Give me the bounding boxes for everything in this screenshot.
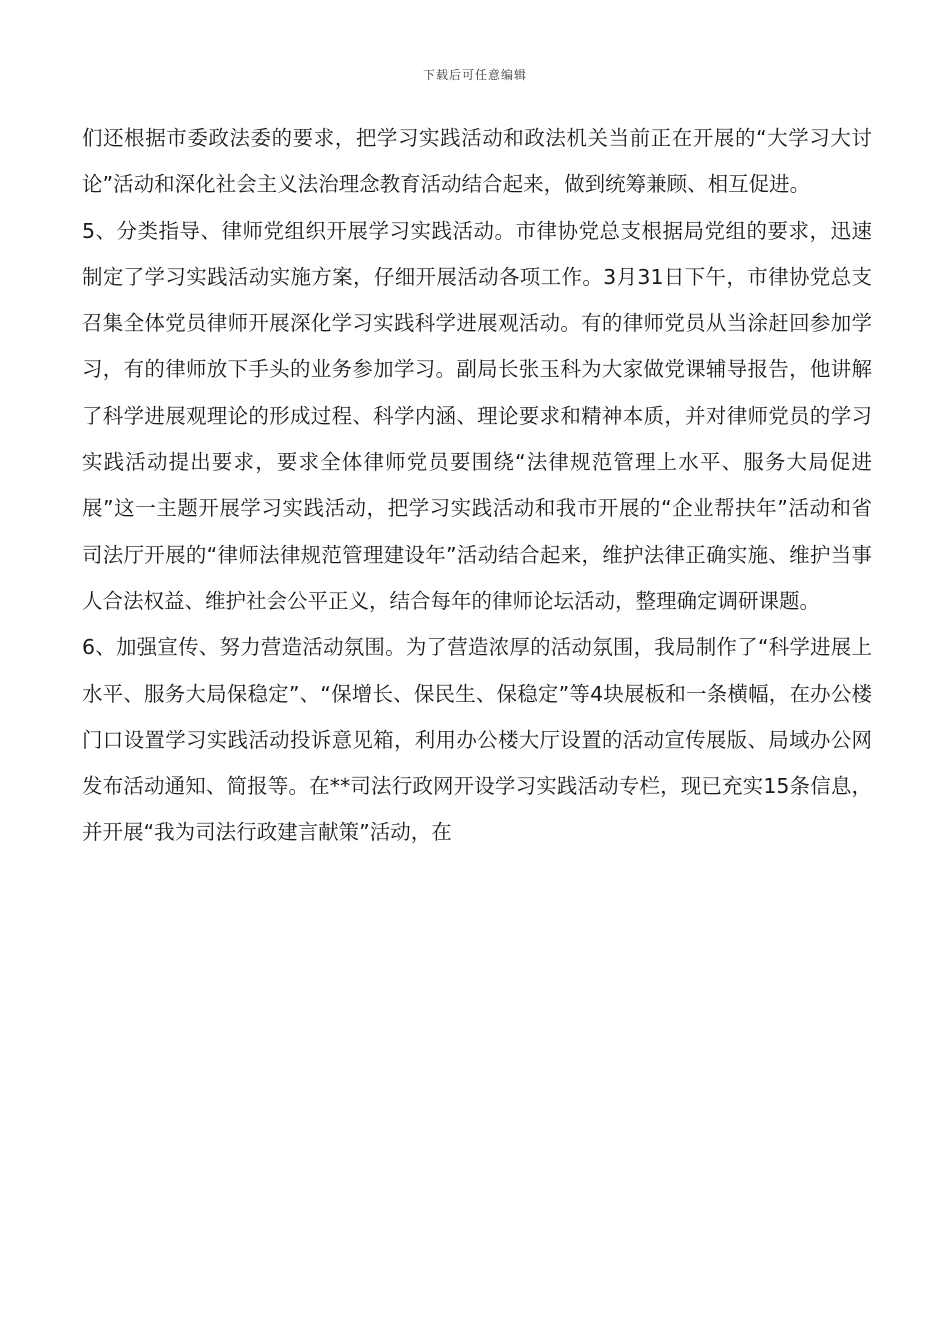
page-header-caption: 下载后可任意编辑 xyxy=(422,68,527,82)
paragraph-item-5: 5、分类指导、律师党组织开展学习实践活动。市律协党总支根据局党组的要求，迅速制定了学习实践活动实施方案，仔细开展活动各项工作。3月31日下午，市律协党总支召集全体党员律师开展深化学习实践科学进展观活动。有的律师党员从当涂赶回参加学习，有的律师放下手头的业务参加学习。副局长张玉科为大家做党课辅导报告，他讲解了科学进展观理论的形成过程、科学内涵、理论要求和精神本质，并对律师党员的学习实践活动提出要求，要求全体律师党员要围绕“法律规范管理上水平、服务大局促进展”这一主题开展学习实践活动，把学习实践活动和我市开展的“企业帮扶年”活动和省司法厅开展的“律师法律规范管理建设年”活动结合起来，维护法律正确实施、维护当事人合法权益、维护社会公平正义，结合每年的律师论坛活动，整理确定调研课题。 xyxy=(82,218,872,613)
paragraph-item-6: 6、加强宣传、努力营造活动氛围。为了营造浓厚的活动氛围，我局制作了“科学进展上水平、服务大局保稳定”、“保增长、保民生、保稳定”等4块展板和一条横幅，在办公楼门口设置学习实践活动投诉意见箱，利用办公楼大厅设置的活动宣传展版、局域办公网发布活动通知、简报等。在**司法行政网开设学习实践活动专栏，现已充实15条信息，并开展“我为司法行政建言献策”活动，在 xyxy=(82,635,872,845)
document-body xyxy=(82,115,872,856)
paragraph-continuation: 们还根据市委政法委的要求，把学习实践活动和政法机关当前正在开展的“大学习大讨论”活动和深化社会主义法治理念教育活动结合起来，做到统筹兼顾、相互促进。 xyxy=(82,126,872,197)
